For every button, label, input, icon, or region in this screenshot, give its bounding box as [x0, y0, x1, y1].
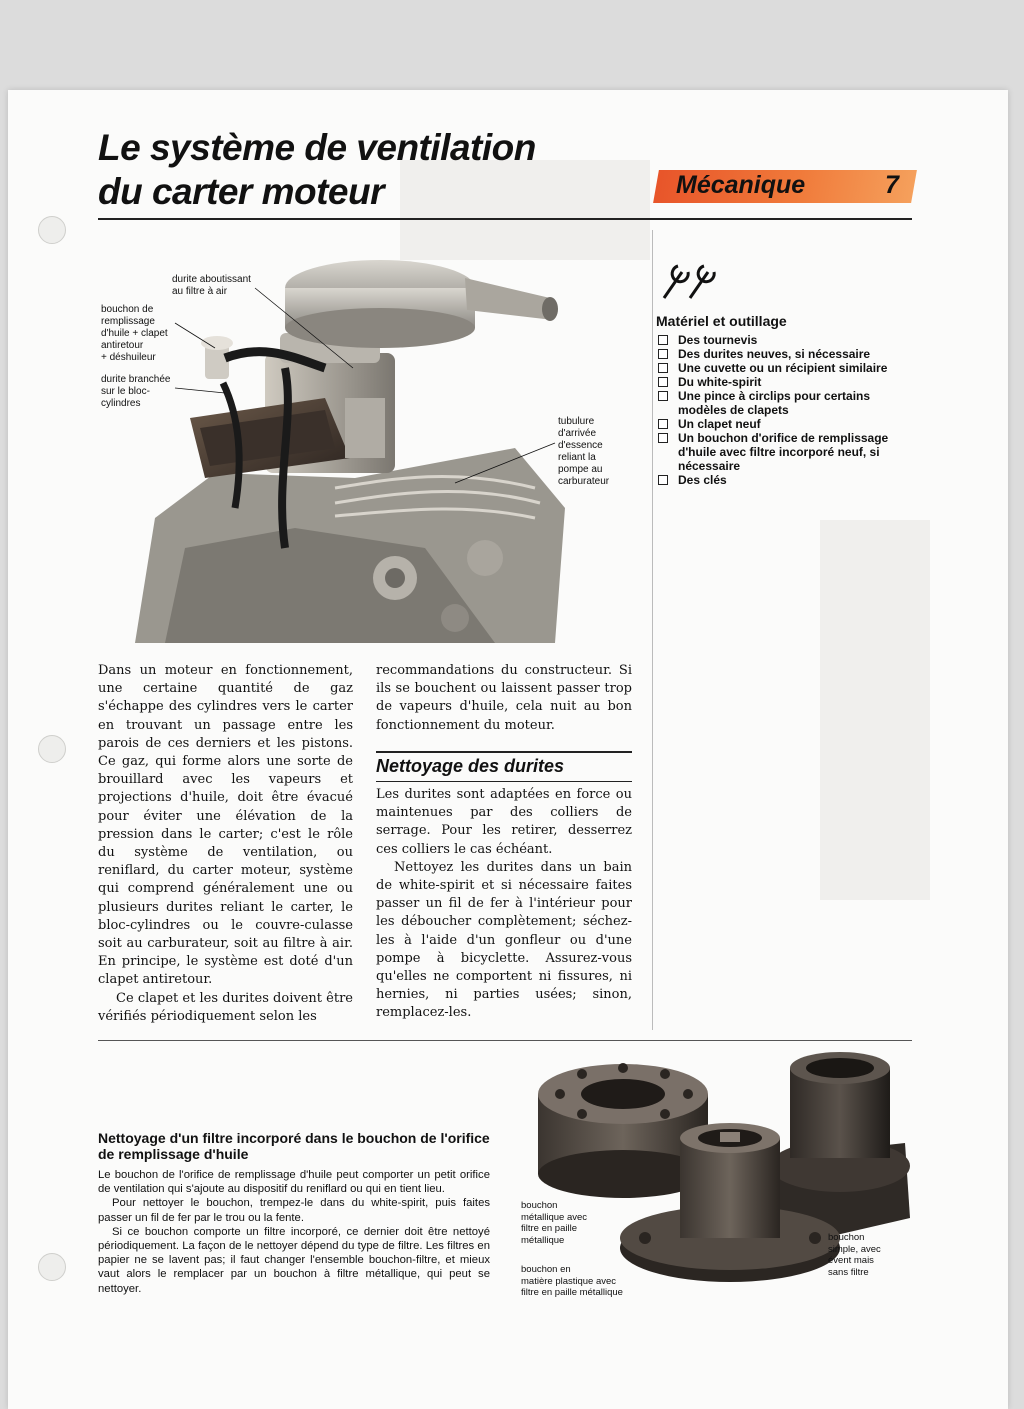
- section-number: 7: [885, 171, 899, 199]
- label-bouchon-simple: bouchon simple, avec évent mais sans filtre: [828, 1232, 881, 1278]
- label-bouchon-remplissage: bouchon de remplissage d'huile + clapet antiretour + déshuileur: [101, 304, 168, 363]
- checkbox-icon: [658, 475, 668, 485]
- intro-column-1: [98, 662, 353, 1026]
- tools-item: Des clés: [656, 473, 914, 487]
- nettoyage-paragraph-2: Nettoyez les durites dans un bain de white-spirit et si nécessaire faites passer un fil de fer à l'intérieur pour les déboucher complètement; séchez-les à l'aide d'un gonfleur ou d'une pompe à bicyclette. Assurez-vous qu'elles ne comportent ni fissures, ni hernies, ni parties usées; sinon, remplacez-les.: [376, 859, 632, 1021]
- intro-paragraph-1: Dans un moteur en fonctionnement, une certaine quantité de gaz s'échappe des cylindres vers le carter en trouvant un passage entre les parois de ces derniers et les pistons. Ce gaz, qui forme alors une sorte de brouillard avec les vapeurs et projections d'huile, doit être évacué pour éviter une élévation de la pression dans le carter; c'est le rôle du système de ventilation, ou reniflard, du carter moteur, système qui comprend généralement une ou plusieurs durites reliant le carter, le bloc-cylindres ou le couvre-culasse soit au carburateur, soit au filtre à air. En principe, le système est doté d'un clapet antiretour.: [98, 663, 353, 988]
- subsection-underline: [376, 781, 632, 782]
- tools-item: Des durites neuves, si nécessaire: [656, 347, 914, 361]
- filtre-heading: Nettoyage d'un filtre incorporé dans le bouchon de l'orifice de remplissage d'huile: [98, 1130, 490, 1162]
- checkbox-icon: [658, 363, 668, 373]
- punch-hole-bottom: [38, 1253, 66, 1281]
- nettoyage-heading: Nettoyage des durites: [376, 756, 565, 776]
- punch-hole-middle: [38, 735, 66, 763]
- tools-list: [656, 333, 914, 487]
- intro-column-2: [376, 662, 632, 735]
- checkbox-icon: [658, 391, 668, 401]
- checkbox-icon: [658, 335, 668, 345]
- tools-item: Des tournevis: [656, 333, 914, 347]
- tools-heading: Matériel et outillage: [656, 313, 787, 329]
- label-bouchon-plastique: bouchon en matière plastique avec filtre en paille métallique: [521, 1264, 623, 1298]
- label-durite-bloc: durite branchée sur le bloc- cylindres: [101, 374, 171, 409]
- section-label: Mécanique: [676, 171, 806, 199]
- nettoyage-text: [376, 786, 632, 1023]
- label-bouchon-metallique: bouchon métallique avec filtre en paille métallique: [521, 1200, 588, 1246]
- intro-paragraph-3: recommandations du constructeur. Si ils se bouchent ou laissent passer trop de vapeurs d'huile, cela nuit au bon fonctionnement du moteur.: [376, 663, 632, 733]
- checkbox-icon: [658, 419, 668, 429]
- filtre-paragraph-3: Si ce bouchon comporte un filtre incorporé, ce dernier doit être nettoyé périodiquement. La façon de le nettoyer dépend du type de filtre. Les filtres en papier ne se lavent pas; il faut changer l'ensemble bouchon-filtre, et mieux vaut alors le remplacer par un bouchon à filtre métallique, qui peut se nettoyer.: [98, 1225, 490, 1295]
- box-top-rule: [98, 1040, 912, 1041]
- show-through-right-column: [820, 520, 930, 900]
- intro-paragraph-2: Ce clapet et les durites doivent être vérifiés périodiquement selon les: [98, 990, 353, 1024]
- checkbox-icon: [658, 433, 668, 443]
- filtre-text: [98, 1168, 490, 1296]
- column-divider: [652, 230, 653, 1030]
- filtre-paragraph-1: Le bouchon de l'orifice de remplissage d'huile peut comporter un petit orifice de ventilation qui s'ajoute au dispositif du reniflard ou qui en tient lieu.: [98, 1169, 490, 1196]
- title-rule: [98, 218, 912, 220]
- wrench-pair-icon: [656, 258, 722, 304]
- tools-item: Un clapet neuf: [656, 417, 914, 431]
- checkbox-icon: [658, 377, 668, 387]
- punch-hole-top: [38, 216, 66, 244]
- title-line-2: du carter moteur: [98, 171, 385, 212]
- title-line-1: Le système de ventilation: [98, 127, 536, 168]
- label-tubulure: tubulure d'arrivée d'essence reliant la pompe au carburateur: [558, 416, 610, 487]
- tools-item: Une pince à circlips pour certains modèles de clapets: [656, 389, 914, 417]
- tools-item: Du white-spirit: [656, 375, 914, 389]
- engine-illustration: [95, 248, 635, 643]
- subsection-rule: [376, 751, 632, 753]
- label-durite-filtre: durite aboutissant au filtre à air: [172, 274, 251, 297]
- checkbox-icon: [658, 349, 668, 359]
- tools-item: Un bouchon d'orifice de remplissage d'huile avec filtre incorporé neuf, si nécessaire: [656, 431, 914, 473]
- tools-item: Une cuvette ou un récipient similaire: [656, 361, 914, 375]
- nettoyage-paragraph-1: Les durites sont adaptées en force ou maintenues par des colliers de serrage. Pour les retirer, desserrez ces colliers le cas échéant.: [376, 787, 632, 857]
- page-title: [98, 126, 536, 214]
- filtre-paragraph-2: Pour nettoyer le bouchon, trempez-le dans du white-spirit, puis faites passer un fil de fer par le trou ou la fente.: [98, 1197, 490, 1224]
